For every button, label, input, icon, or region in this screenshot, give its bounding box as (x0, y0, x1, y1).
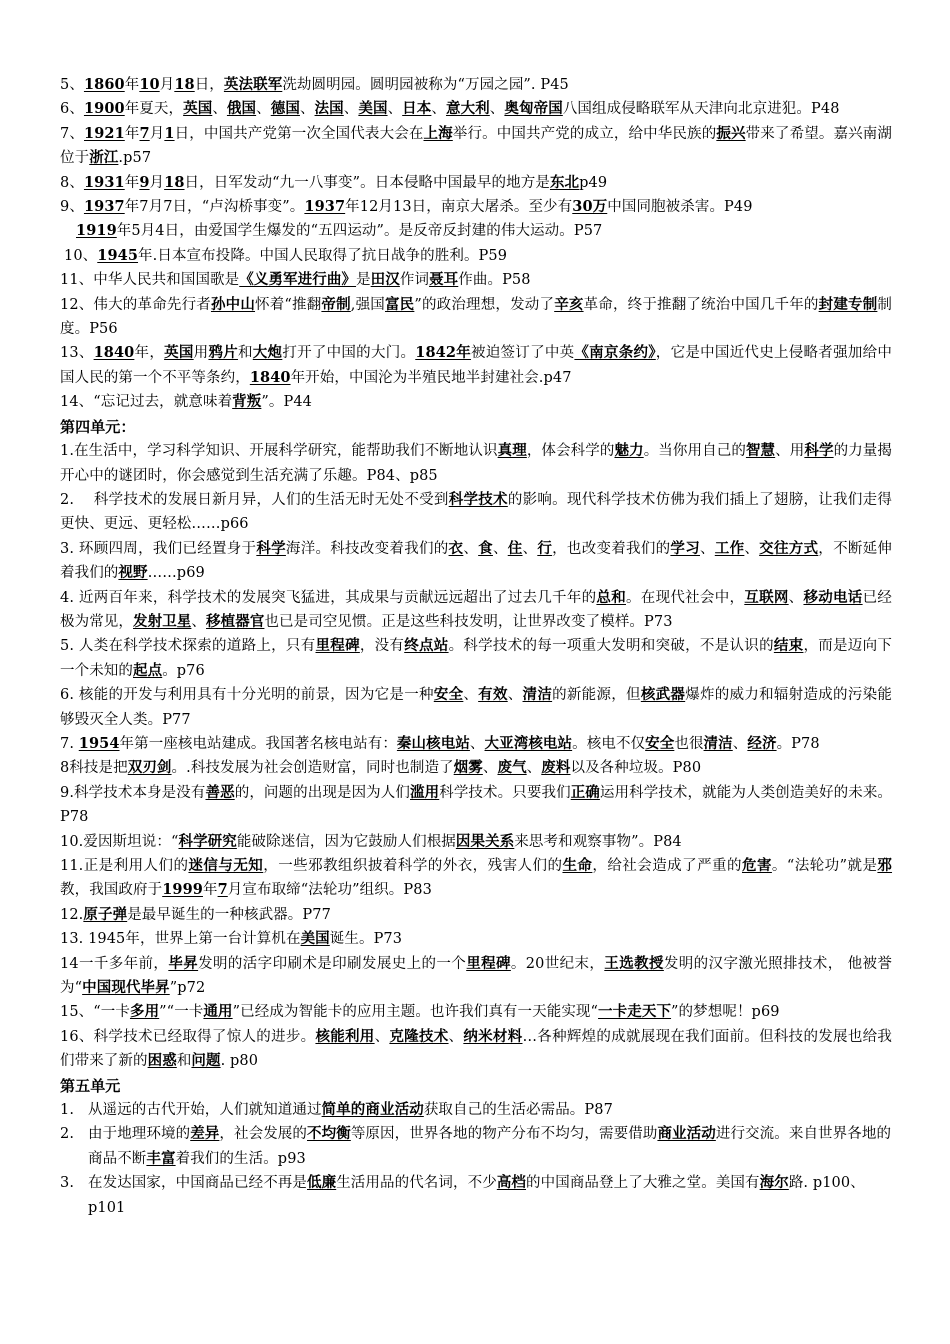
text-run: 着我们的生活。p93 (175, 1150, 306, 1167)
text-run: 年5月4日，由爱国学生爆发的“五四运动”。是反帝反封建的伟大运动。P57 (116, 223, 603, 240)
text-run: 月 (159, 77, 175, 93)
key-term: 大亚湾核电站 (484, 734, 573, 752)
key-term: 简单的商业活动 (321, 1101, 424, 1119)
key-term: 日本 (402, 100, 432, 118)
text-run: ，社会发展的 (219, 1126, 308, 1143)
key-term: 起点 (133, 661, 163, 679)
key-term: 学习 (670, 539, 700, 557)
key-term: 奥匈帝国 (504, 100, 563, 118)
text-run: 14一千多年前， (60, 955, 169, 972)
text-run: 、 (212, 101, 227, 118)
key-term: 英国 (183, 100, 213, 118)
key-term: 1954 (78, 734, 120, 752)
text-run: 10.爱因斯坦说：“ (60, 833, 179, 850)
key-term: 纳米材料 (463, 1027, 523, 1045)
text-run: 的新能源，但 (552, 687, 641, 704)
key-term: 30万 (572, 198, 608, 216)
text-run: ，也改变着我们的 (552, 540, 671, 557)
key-term: 滥用 (410, 783, 440, 801)
text-run: 6、 (60, 101, 84, 118)
key-term: 18 (174, 76, 195, 93)
key-term: 不均衡 (307, 1125, 351, 1143)
text-run: 。.科技发展为社会创造财富，同时也制造了 (171, 760, 454, 777)
text-run: 、 (507, 687, 523, 704)
key-term: 科学 (804, 442, 834, 460)
key-term: 俄国 (226, 100, 257, 118)
text-run: ”的梦想呢！p69 (671, 1004, 780, 1021)
key-term: 衣 (448, 539, 464, 557)
key-term: 因果关系 (455, 832, 515, 850)
text-run: 、 (526, 760, 542, 777)
text-run: 等原因，世界各地的物产分布不均匀，需要借助 (350, 1126, 658, 1143)
key-term: 美国 (300, 930, 330, 948)
text-run: 带来了希望。嘉兴南湖位于 (60, 125, 893, 167)
text-run: 作词 (399, 272, 430, 289)
text-run: . p80 (220, 1053, 259, 1070)
text-run: 6. 核能的开发与利用具有十分光明的前景，因为它是一种 (60, 687, 434, 704)
text-run: 制度。P56 (60, 296, 892, 338)
key-term: 法国 (314, 100, 344, 118)
key-term: 科学 (256, 539, 286, 557)
text-run: 八国组成侵略联军从天津向北京进犯。P48 (562, 101, 840, 118)
key-term: 移动电话 (803, 588, 863, 606)
key-term: 9 (139, 173, 150, 191)
paragraph (60, 439, 892, 488)
key-term: 魅力 (614, 442, 644, 460)
section-heading (60, 415, 892, 439)
text-run: 月宣布取缔“法轮功”组织。P83 (227, 882, 432, 899)
text-run: 。在现代社会中， (626, 589, 745, 606)
section-heading (60, 1074, 892, 1098)
text-run: 、 (522, 540, 538, 557)
text-run: ，它是中国近代史上侵略者强加给中国人民的第一个不平等条约， (60, 345, 892, 386)
text-run: 的中国商品登上了大雅之堂。美国有 (526, 1175, 760, 1192)
key-term: 1931 (83, 173, 125, 191)
text-run: 5. 人类在科学技术探索的道路上，只有 (60, 638, 316, 655)
text-run: 、 (744, 540, 760, 557)
paragraph (60, 488, 892, 537)
key-term: 背叛 (232, 393, 262, 411)
key-term: 辛亥 (554, 295, 584, 313)
text-run: 年夏天， (124, 101, 184, 118)
text-run: 日，日军发动“九一八事变”。日本侵略中国最早的地方是 (184, 174, 550, 191)
text-run: 、 (448, 1028, 464, 1045)
text-run: 也很 (674, 735, 704, 752)
key-term: 东北 (549, 173, 580, 191)
text-run: 运用科学技术，就能为人类创造美好的未来。P78 (60, 784, 893, 826)
text-run: 、 (482, 760, 498, 777)
text-run: 年第一座核电站建成。我国著名核电站有： (119, 735, 397, 752)
text-run: 9、 (60, 199, 84, 216)
key-term: 视野 (118, 564, 148, 582)
text-run: 怀着“推翻 (255, 296, 322, 313)
text-run: 进行交流。来自世界各地的商品不断 (88, 1126, 892, 1167)
text-run: 4. 近两百年来，科学技术的发展突飞猛进，其成果与贡献远远超出了过去几千年的 (60, 589, 597, 606)
key-term: 克隆技术 (389, 1027, 449, 1045)
key-term: 科学研究 (178, 832, 237, 850)
text-run: 。核电不仅 (572, 735, 646, 752)
text-run: ”。P44 (261, 394, 312, 411)
list-number: 2. (60, 1126, 75, 1143)
text-run: 12、伟大的革命先行者 (60, 296, 211, 313)
text-run: 。P78 (776, 735, 820, 752)
text-run: 、 (469, 735, 485, 752)
key-term: 1919 (76, 222, 117, 240)
paragraph (60, 219, 892, 243)
paragraph (60, 1000, 892, 1024)
text-run: 年.日本宣布投降。中国人民取得了抗日战争的胜利。P59 (138, 247, 508, 264)
text-run: ……p69 (147, 565, 205, 582)
paragraph (60, 683, 892, 732)
text-run: .p57 (118, 150, 152, 167)
text-run: 的，问题的出现是因为人们 (234, 784, 410, 801)
text-run: 爆炸的威力和辐射造成的污染能够毁灭全人类。P77 (60, 687, 892, 728)
key-term: 封建专制 (818, 295, 878, 313)
paragraph (60, 341, 892, 390)
key-term: 问题 (191, 1052, 221, 1070)
text-run: 年 (124, 174, 140, 191)
text-run: 14、“忘记过去，就意味着 (60, 394, 233, 411)
key-term: 1921 (84, 124, 125, 142)
key-term: 意大利 (445, 100, 490, 118)
key-term: 清洁 (703, 734, 733, 752)
text-run: 3. 环顾四周，我们已经置身于 (60, 540, 257, 557)
text-run: 8科技是把 (60, 760, 128, 777)
key-term: 1937 (83, 198, 125, 216)
key-term: 1840 (249, 368, 291, 386)
text-run: 来思考和观察事物”。P84 (514, 833, 682, 850)
text-run: 2. 科学技术的发展日新月异，人们的生活无时无处不受到 (60, 491, 449, 508)
key-term: 安全 (645, 734, 675, 752)
text-run: 的力量揭开心中的谜团时，你会感觉到生活充满了乐趣。P84、p85 (60, 443, 893, 484)
text-run: 、 (191, 613, 207, 630)
text-run: p49 (579, 174, 608, 191)
key-term: 秦山核电站 (396, 734, 470, 752)
text-run: 5、 (60, 77, 84, 93)
list-number: 1. (60, 1102, 75, 1119)
key-term: 通用 (203, 1003, 233, 1021)
text-run: 打开了中国的大门。 (282, 345, 416, 362)
text-run: 。p76 (162, 662, 205, 679)
paragraph (60, 586, 892, 635)
key-term: 低廉 (307, 1174, 337, 1192)
text-run: 第五单元 (60, 1076, 121, 1095)
key-term: 浙江 (89, 149, 119, 167)
text-run: 。科学技术的每一项重大发明和突破，不是认识的 (448, 638, 774, 655)
key-term: 核能利用 (315, 1027, 375, 1045)
key-term: 智慧 (745, 442, 776, 460)
paragraph (60, 903, 892, 927)
paragraph (60, 952, 892, 1001)
key-term: 经济 (747, 734, 777, 752)
text-run: 13、 (60, 345, 94, 362)
key-term: 发射卫星 (133, 612, 192, 630)
text-run: 被迫签订了中英 (470, 345, 575, 362)
text-run: 。当你用自己的 (643, 443, 746, 460)
key-term: 烟雾 (453, 759, 483, 777)
paragraph (60, 1098, 892, 1122)
key-term: 7 (139, 124, 150, 142)
text-run: 年 (202, 882, 218, 899)
text-run: 、 (256, 101, 271, 118)
text-run: 7. (60, 735, 79, 752)
key-term: 田汉 (370, 271, 400, 289)
text-run: 年12月13日，南京大屠杀。至少有 (345, 199, 573, 216)
text-run: 、 (489, 101, 505, 118)
text-run: 月 (149, 174, 165, 191)
text-run: 年， (134, 345, 165, 362)
key-term: 德国 (270, 100, 300, 118)
text-run: 日，中国共产党第一次全国代表大会在 (174, 125, 424, 142)
text-run: 年 (124, 125, 140, 142)
text-run: 15、“一卡 (60, 1004, 130, 1021)
text-run: 月 (149, 125, 165, 142)
list-number: 3. (60, 1175, 75, 1192)
key-term: 1937 (304, 198, 346, 216)
key-term: 《义勇军进行曲》 (239, 271, 357, 289)
text-run: 是 (356, 272, 371, 289)
text-run: ”“一卡 (159, 1004, 204, 1021)
key-term: 行 (537, 539, 553, 557)
text-run: 已经极为常见， (60, 589, 892, 630)
key-term: 差异 (190, 1125, 220, 1143)
key-term: 丰富 (146, 1149, 176, 1167)
paragraph (60, 830, 892, 854)
text-run: 、 (699, 540, 715, 557)
key-term: 美国 (358, 100, 388, 118)
text-run: 。20世纪末， (510, 955, 605, 972)
paragraph (60, 634, 892, 683)
key-term: 英国 (164, 344, 194, 362)
key-term: 清洁 (522, 686, 553, 704)
paragraph (60, 293, 892, 342)
paragraph (60, 1122, 892, 1171)
text-run: 年7月7日，“卢沟桥事变”。 (124, 199, 305, 216)
key-term: 危害 (741, 857, 772, 874)
key-term: 大炮 (252, 344, 283, 362)
paragraph (60, 927, 892, 951)
key-term: 聂耳 (429, 271, 459, 289)
text-run: 诞生。P73 (329, 931, 403, 948)
text-run: 9.科学技术本身是没有 (60, 784, 206, 801)
text-run: 革命，终于推翻了统治中国几千年的 (583, 296, 819, 313)
key-term: 上海 (423, 124, 453, 142)
text-run: 举行。中国共产党的成立，给中华民族的 (452, 125, 717, 142)
text-run: ”已经成为智能卡的应用主题。也许我们真有一天能实现“ (232, 1004, 599, 1021)
text-run: 发明的活字印刷术是印刷发展史上的一个 (198, 955, 467, 972)
key-term: 中国现代毕昇 (82, 979, 170, 997)
paragraph (60, 1025, 892, 1074)
text-run: ，给社会造成了严重的 (592, 858, 742, 874)
key-term: 移植器官 (206, 612, 265, 630)
key-term: 科学技术 (448, 490, 508, 508)
text-run: 、 (788, 589, 804, 606)
text-run: ”的政治理想，发动了 (414, 296, 555, 313)
text-run: 11.正是利用人们的 (60, 858, 189, 874)
paragraph (60, 73, 892, 97)
text-run: ，没有 (359, 638, 405, 655)
text-run: 、用 (775, 443, 805, 460)
key-term: 总和 (596, 588, 626, 606)
key-term: 里程碑 (466, 954, 511, 972)
text-run: 和 (237, 345, 253, 362)
key-term: 原子弹 (83, 905, 128, 923)
text-run: ,强国 (350, 296, 385, 313)
key-term: 交往方式 (759, 539, 819, 557)
text-run: 、 (463, 687, 479, 704)
key-term: 双刃剑 (127, 759, 172, 777)
key-term: 7 (217, 881, 228, 899)
text-run: 、 (732, 735, 748, 752)
paragraph (60, 195, 892, 219)
key-term: 里程碑 (315, 637, 360, 655)
paragraph (60, 244, 892, 268)
text-run: ”p72 (169, 980, 206, 997)
key-term: 一卡走天下 (598, 1003, 672, 1021)
text-run: 也已是司空见惯。正是这些科技发明，让世界改变了模样。P73 (264, 613, 673, 630)
paragraph (60, 781, 892, 830)
text-run: 、 (299, 101, 315, 118)
text-run: 作曲。P58 (458, 272, 531, 289)
key-term: 生命 (562, 857, 593, 874)
key-term: 1842年 (415, 344, 471, 362)
text-run: 、 (387, 101, 403, 118)
key-term: 10 (139, 76, 160, 93)
text-run: 8、 (60, 174, 84, 191)
text-run: 的影响。现代科学技术仿佛为我们插上了翅膀，让我们走得更快、更远、更轻松……p66 (60, 491, 892, 533)
key-term: 1840 (93, 344, 135, 362)
text-run: 。“法轮功”就是 (771, 858, 878, 874)
key-term: 高档 (496, 1174, 527, 1192)
paragraph (60, 97, 892, 121)
key-term: 1999 (162, 881, 203, 899)
text-run: 年 (124, 77, 140, 93)
key-term: 18 (164, 173, 185, 191)
key-term: 困惑 (147, 1052, 177, 1070)
key-term: 商业活动 (657, 1125, 716, 1143)
paragraph (60, 537, 892, 586)
text-run: 1.在生活中，学习科学知识、开展科学研究，能帮助我们不断地认识 (60, 443, 498, 460)
text-run: ，而是迈向下一个未知的 (60, 638, 892, 679)
text-run: 中国同胞被杀害。P49 (607, 199, 753, 216)
text-run: 年开始，中国沦为半殖民地半封建社会.p47 (290, 369, 572, 386)
key-term: 核武器 (640, 686, 686, 704)
text-run: 发明的汉字激光照排技术， 他被誉为“ (60, 955, 892, 997)
text-run: 从遥远的古代开始，人们就知道通过 (88, 1102, 322, 1119)
key-term: 海尔 (759, 1174, 789, 1192)
text-run: 12. (60, 906, 84, 923)
text-run: ，不断延伸着我们的 (60, 540, 893, 582)
key-term: 振兴 (716, 124, 746, 142)
text-run: 用 (193, 345, 209, 362)
text-run: 、 (492, 540, 508, 557)
text-run: 16、科学技术已经取得了惊人的进步。 (60, 1028, 316, 1045)
key-term: 富民 (384, 295, 415, 313)
key-term: 《南京条约》 (574, 344, 656, 362)
key-term: 废气 (497, 759, 527, 777)
key-term: 英法联军 (223, 76, 283, 93)
text-run: 能破除迷信，因为它鼓励人们根据 (236, 833, 456, 850)
text-run: 由于地理环境的 (88, 1126, 191, 1143)
key-term: 毕昇 (168, 954, 199, 972)
text-run: 10、 (64, 247, 98, 264)
text-run: 第四单元： (60, 417, 136, 436)
text-run: 是最早诞生的一种核武器。P77 (127, 906, 331, 923)
key-term: 安全 (433, 686, 464, 704)
key-term: 1860 (83, 76, 125, 93)
paragraph (60, 756, 892, 780)
text-run: …各种辉煌的成就展现在我们面前。但科技的发展也给我们带来了新的 (60, 1028, 892, 1070)
text-run: 洗劫圆明园。圆明园被称为“万园之园”. P45 (282, 77, 569, 93)
text-run: 、 (343, 101, 359, 118)
text-run: 、 (463, 540, 479, 557)
key-term: 互联网 (744, 588, 789, 606)
key-term: 1 (164, 124, 175, 142)
key-term: 正确 (570, 783, 600, 801)
paragraph (60, 122, 892, 171)
key-term: 终点站 (404, 637, 449, 655)
key-term: 有效 (478, 686, 508, 704)
key-term: 帝制 (321, 295, 351, 313)
key-term: 王选教授 (604, 954, 664, 972)
paragraph (60, 1171, 892, 1220)
key-term: 鸦片 (208, 344, 238, 362)
key-term: 结束 (773, 637, 804, 655)
text-run: 13. 1945年，世界上第一台计算机在 (60, 931, 301, 948)
paragraph (60, 171, 892, 195)
key-term: 食 (478, 539, 493, 557)
text-run: 、 (431, 101, 446, 118)
key-term: 迷信与无知 (188, 857, 264, 874)
text-run: ，一些邪教组织披着科学的外衣，残害人们的 (263, 858, 563, 874)
key-term: 真理 (497, 442, 527, 460)
key-term: 工作 (714, 539, 745, 557)
paragraph (60, 732, 892, 756)
key-term: 善恶 (205, 783, 235, 801)
text-run: 11、中华人民共和国国歌是 (60, 272, 240, 289)
text-run: 和 (176, 1053, 192, 1070)
text-run: 7、 (60, 125, 85, 142)
text-run: 、 (374, 1028, 390, 1045)
key-term: 1900 (83, 100, 125, 118)
text-run: 教，我国政府于 (60, 882, 163, 899)
key-term: 孙中山 (210, 295, 256, 313)
text-run: 生活用品的代名词，不少 (336, 1175, 497, 1192)
paragraph (60, 854, 892, 903)
text-run: 获取自己的生活必需品。P87 (423, 1102, 613, 1119)
text-run: 以及各种垃圾。P80 (570, 760, 702, 777)
text-run: 日， (194, 77, 224, 93)
key-term: 多用 (129, 1003, 160, 1021)
text-run: 路. p100、p101 (88, 1175, 865, 1216)
key-term: 1945 (97, 246, 139, 264)
text-run: 科学技术。只要我们 (439, 784, 571, 801)
key-term: 废料 (541, 759, 571, 777)
paragraph (60, 268, 892, 292)
text-run: 在发达国家，中国商品已经不再是 (88, 1175, 307, 1192)
key-term: 邪 (877, 857, 893, 874)
key-term: 住 (507, 539, 523, 557)
paragraph (60, 390, 892, 414)
text-run: 海洋。科技改变着我们的 (285, 540, 449, 557)
text-run: ，体会科学的 (526, 443, 615, 460)
